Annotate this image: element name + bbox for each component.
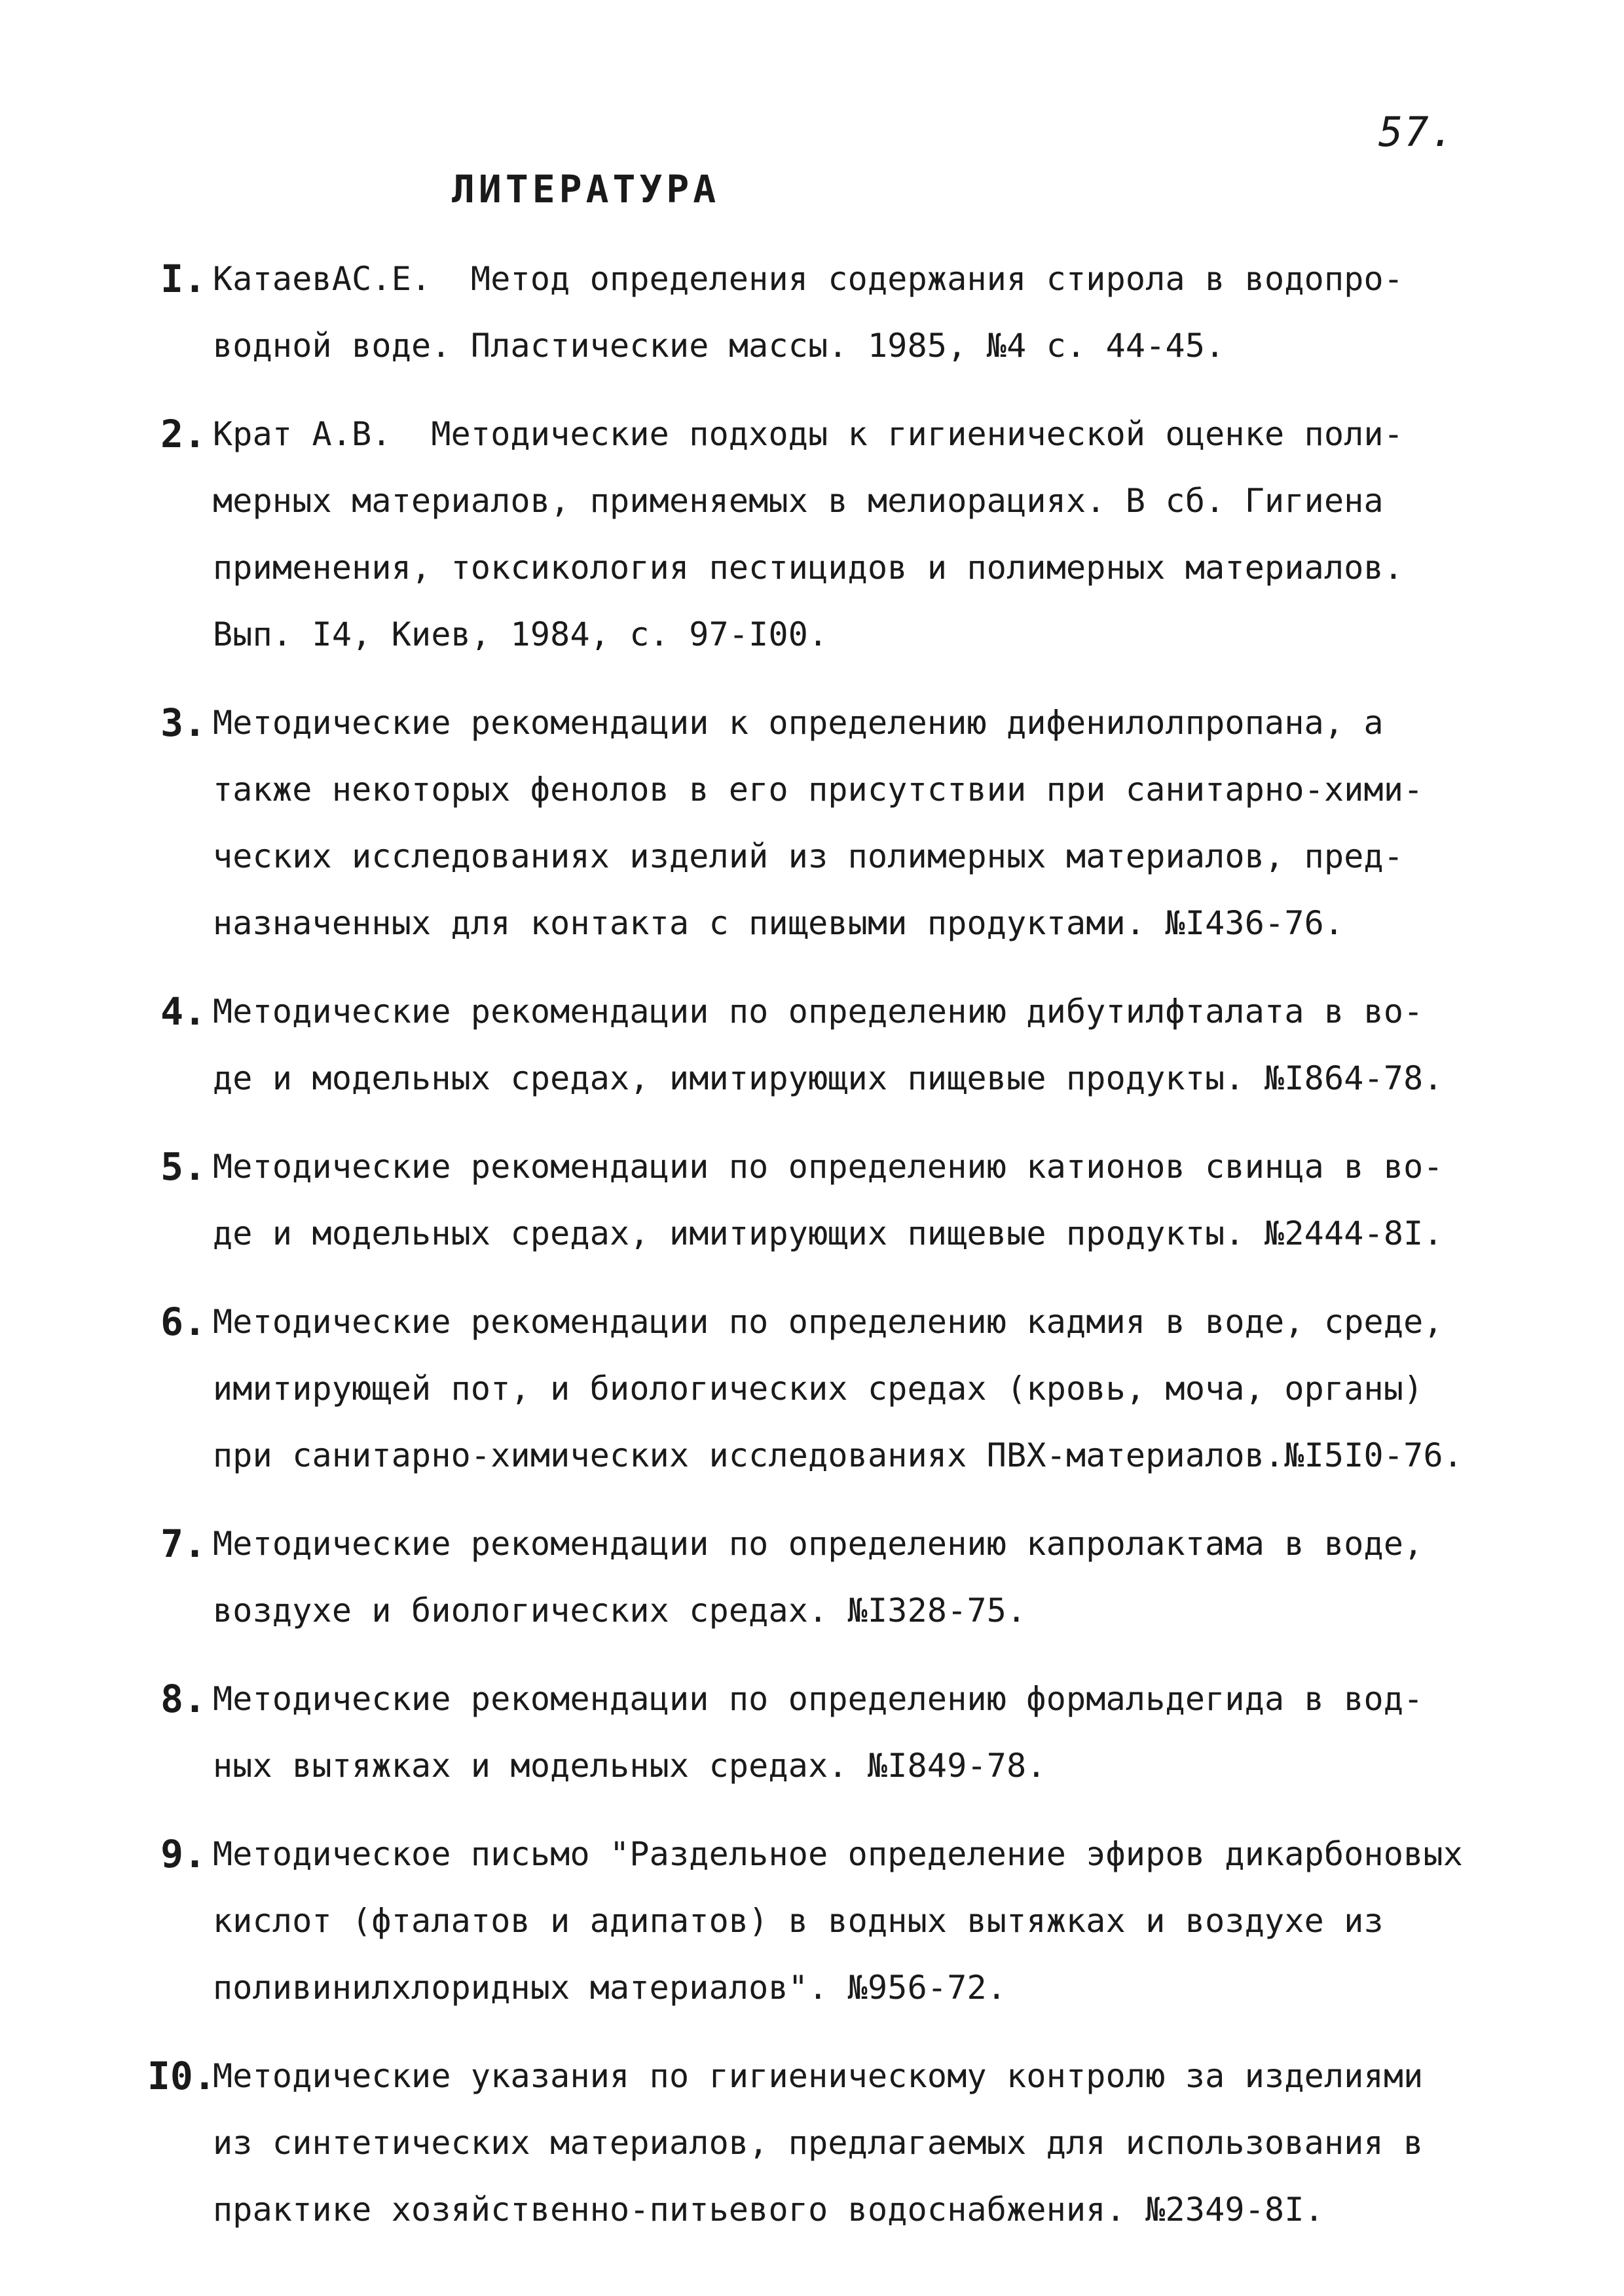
- reference-item: [147, 978, 1509, 1112]
- reference-number: I.: [160, 257, 206, 301]
- reference-item: [147, 1288, 1509, 1489]
- page-number: 57.: [1378, 108, 1456, 156]
- reference-number: 9.: [160, 1832, 206, 1876]
- reference-item: [147, 1510, 1509, 1644]
- reference-item: [147, 689, 1509, 957]
- reference-number: 6.: [160, 1300, 206, 1344]
- reference-number: 5.: [160, 1144, 206, 1189]
- reference-item: [147, 1133, 1509, 1267]
- reference-text: Крат А.В. Методические подходы к гигиенической оценке поли- мерных материалов, применяемых в мелиорациях. В сб. Гигиена применения, токсикология пестицидов и полимерных материалов. Вып. I4, Киев, 1984, с. 97-I00.: [213, 415, 1404, 653]
- reference-text: Методические рекомендации по определению катионов свинца в во- де и модельных средах, имитирующих пищевые продукты. №2444-8I.: [213, 1148, 1443, 1252]
- reference-item: [147, 1666, 1509, 1799]
- reference-number: 8.: [160, 1677, 206, 1721]
- reference-text: Методические рекомендации по определению дибутилфталата в во- де и модельных средах, имитирующих пищевые продукты. №I864-78.: [213, 993, 1443, 1097]
- reference-item: [147, 1821, 1509, 2021]
- reference-text: Методические указания по гигиеническому контролю за изделиями из синтетических материалов, предлагаемых для использования в практике хозяйственно-питьевого водоснабжения. №2349-8I.: [213, 2057, 1424, 2229]
- reference-number: 3.: [160, 701, 206, 745]
- page-title: ЛИТЕРАТУРА: [452, 167, 720, 211]
- reference-text: Методические рекомендации по определению кадмия в воде, среде, имитирующей пот, и биологических средах (кровь, моча, органы) при санитарно-химических исследованиях ПВХ-материалов.№I5I0-76.: [213, 1303, 1464, 1474]
- reference-text: Методическое письмо "Раздельное определение эфиров дикарбоновых кислот (фталатов и адипатов) в водных вытяжках и воздухе из поливинилхлоридных материалов". №956-72.: [213, 1835, 1464, 2007]
- reference-text: Методические рекомендации по определению капролактама в воде, воздухе и биологических средах. №I328-75.: [213, 1525, 1424, 1630]
- reference-text: Методические рекомендации по определению формальдегида в вод- ных вытяжках и модельных средах. №I849-78.: [213, 1680, 1424, 1785]
- reference-number: I0.: [147, 2054, 216, 2098]
- reference-list: [147, 246, 1509, 2265]
- reference-text: КатаевAС.Е. Метод определения содержания стирола в водопро- водной воде. Пластические массы. 1985, №4 с. 44-45.: [213, 260, 1404, 365]
- reference-number: 4.: [160, 989, 206, 1034]
- reference-number: 2.: [160, 412, 206, 456]
- reference-item: [147, 2043, 1509, 2243]
- reference-item: [147, 401, 1509, 668]
- reference-item: [147, 246, 1509, 379]
- reference-text: Методические рекомендации к определению дифенилолпропана, а также некоторых фенолов в его присутствии при санитарно-хими- ческих исследованиях изделий из полимерных материалов, пред- назначенных для контакта с пищевыми продуктами. №I436-76.: [213, 704, 1424, 942]
- reference-number: 7.: [160, 1522, 206, 1566]
